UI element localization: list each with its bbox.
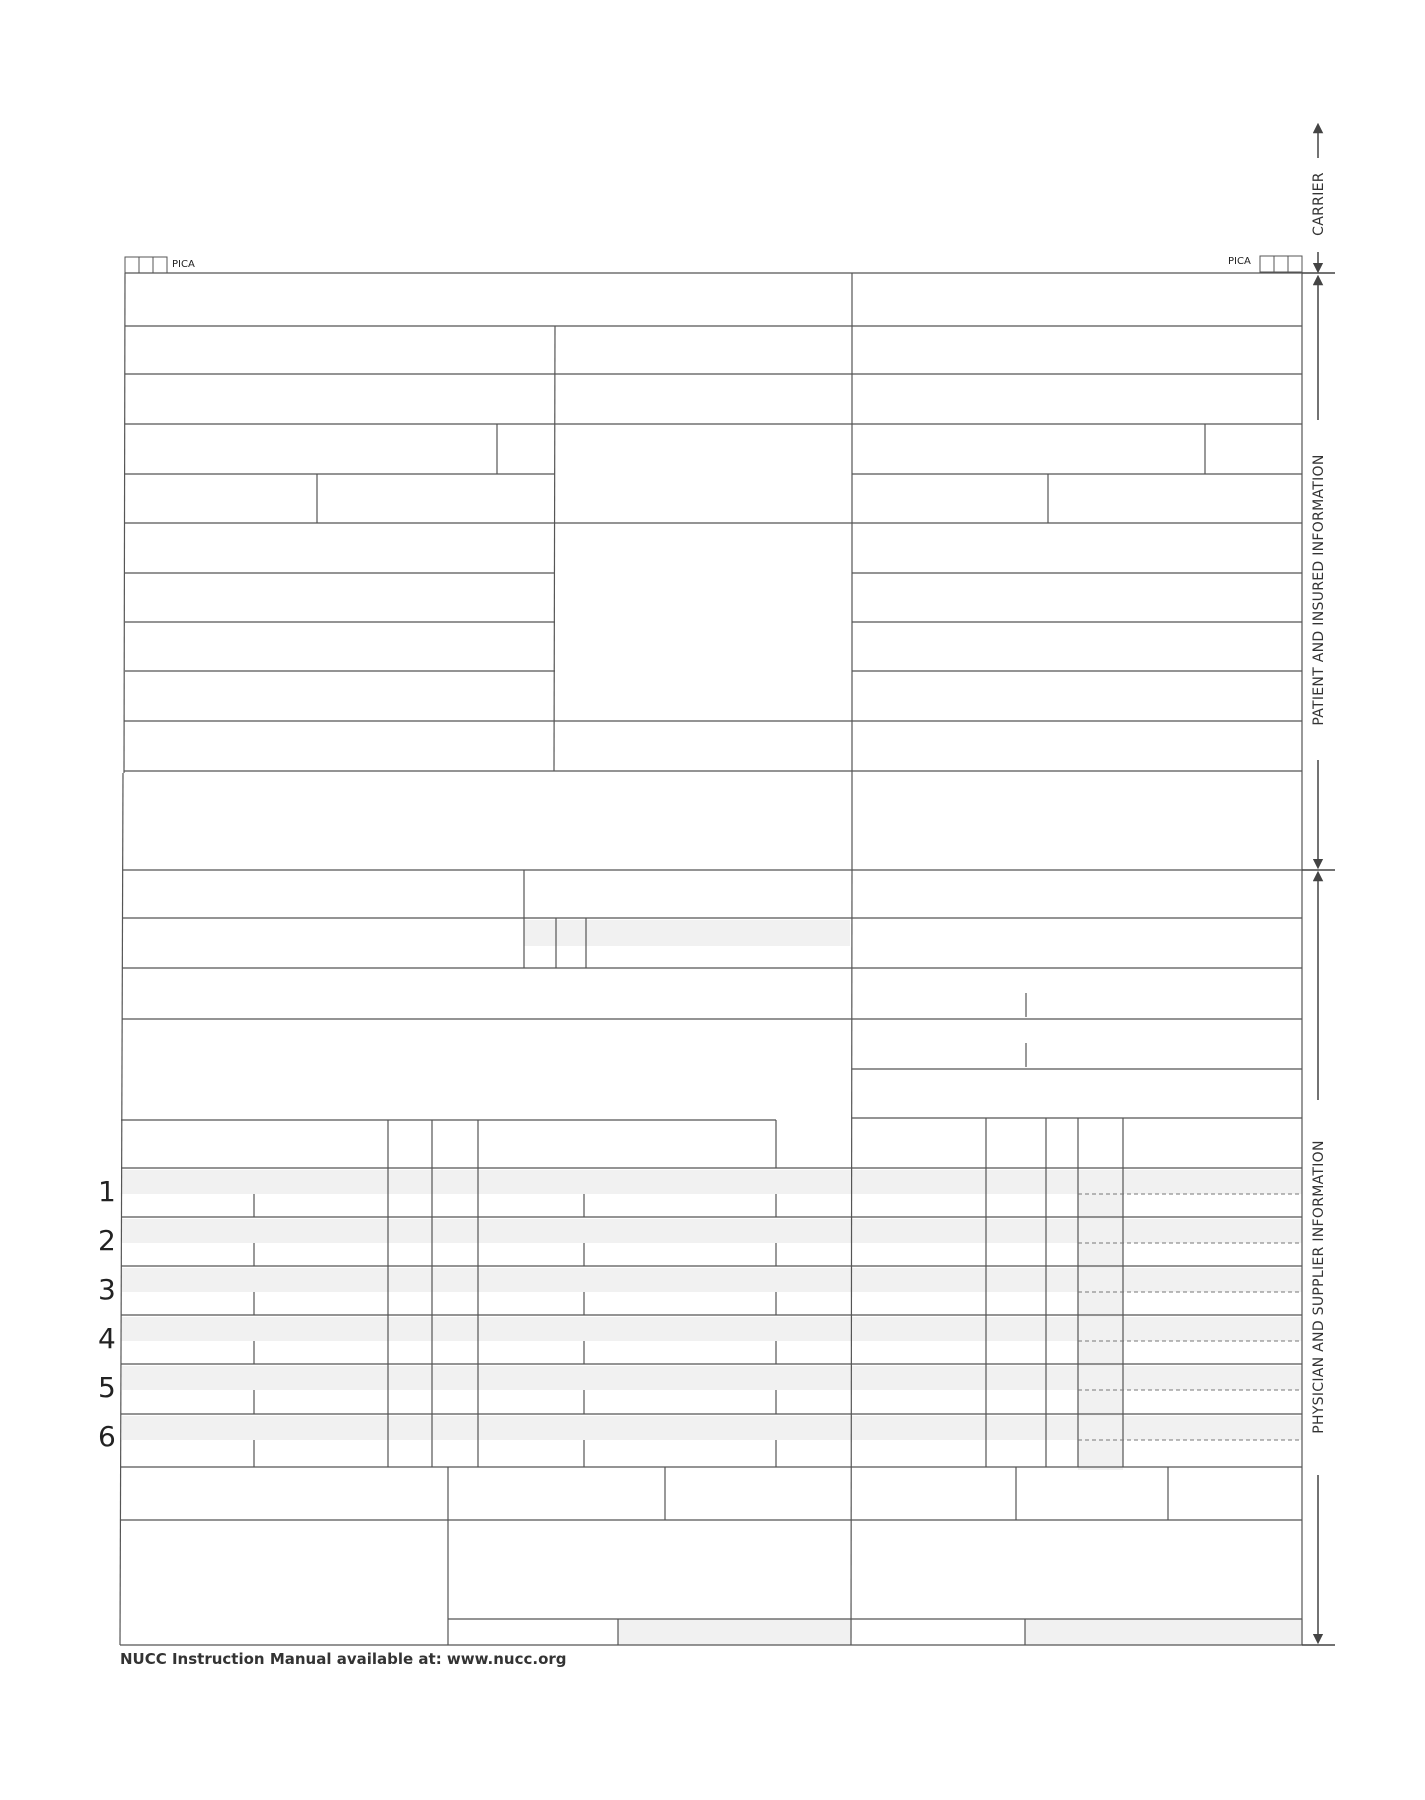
footer-note: NUCC Instruction Manual available at: www.nucc.org xyxy=(120,1650,567,1668)
line-number: 6 xyxy=(98,1420,116,1453)
pica-left xyxy=(125,257,195,273)
bottom-grid xyxy=(120,1467,1302,1645)
pica-right-label: PICA xyxy=(1228,256,1251,267)
physician-supplier-label: PHYSICIAN AND SUPPLIER INFORMATION xyxy=(1311,1140,1327,1434)
line-number: 1 xyxy=(98,1175,116,1208)
line-number: 3 xyxy=(98,1273,116,1306)
service-line-shading xyxy=(122,920,1303,1645)
line-number: 4 xyxy=(98,1322,116,1355)
carrier-label: CARRIER xyxy=(1311,172,1327,236)
service-line-numbers xyxy=(98,1175,116,1453)
patient-insured-label: PATIENT AND INSURED INFORMATION xyxy=(1311,454,1327,726)
line-number: 5 xyxy=(98,1371,116,1404)
line-number: 2 xyxy=(98,1224,116,1257)
pica-left-label: PICA xyxy=(172,259,195,270)
pica-right xyxy=(1228,256,1302,272)
